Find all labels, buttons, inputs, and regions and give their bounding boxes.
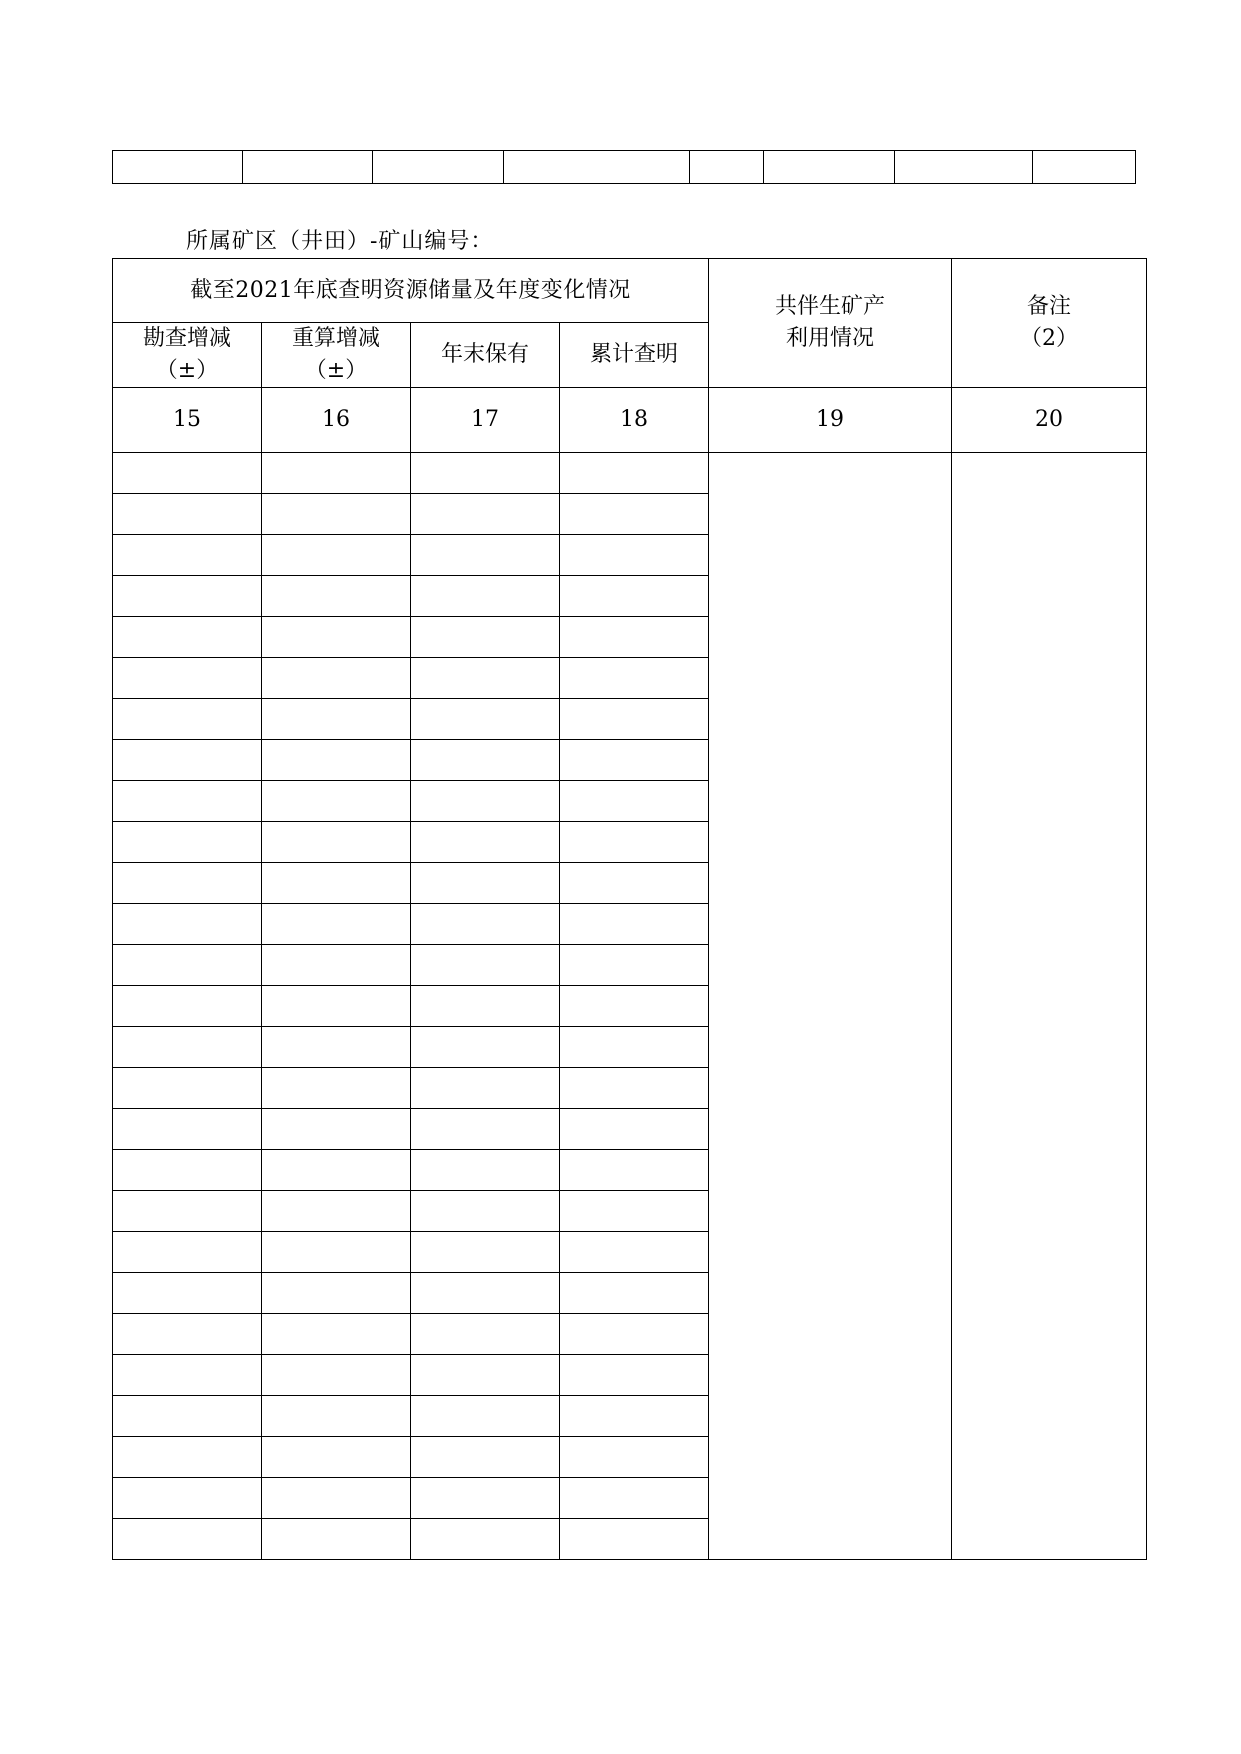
table-cell[interactable]	[411, 1068, 560, 1109]
top-strip-cell[interactable]	[504, 151, 690, 184]
table-cell[interactable]	[411, 1232, 560, 1273]
top-strip-row	[113, 151, 1136, 184]
table-cell[interactable]	[262, 1232, 411, 1273]
table-cell[interactable]	[113, 1191, 262, 1232]
table-cell[interactable]	[411, 1396, 560, 1437]
table-cell[interactable]	[113, 494, 262, 535]
table-cell[interactable]	[560, 781, 709, 822]
table-cell[interactable]	[560, 576, 709, 617]
table-cell[interactable]	[113, 986, 262, 1027]
table-cell[interactable]	[411, 1109, 560, 1150]
table-cell[interactable]	[113, 1478, 262, 1519]
table-cell[interactable]	[113, 781, 262, 822]
column-number-row	[113, 388, 1147, 453]
table-cell[interactable]	[560, 453, 709, 494]
table-cell[interactable]	[113, 1355, 262, 1396]
table-cell[interactable]	[411, 494, 560, 535]
table-cell[interactable]	[262, 1273, 411, 1314]
table-cell[interactable]	[560, 1437, 709, 1478]
column-number-cell: 16	[262, 388, 411, 453]
table-cell[interactable]	[560, 699, 709, 740]
table-cell[interactable]	[262, 986, 411, 1027]
table-cell[interactable]	[411, 1355, 560, 1396]
table-cell[interactable]	[113, 945, 262, 986]
table-cell[interactable]	[411, 1478, 560, 1519]
table-cell[interactable]	[262, 945, 411, 986]
table-cell[interactable]	[113, 904, 262, 945]
table-cell[interactable]	[113, 576, 262, 617]
table-cell[interactable]	[262, 1396, 411, 1437]
table-cell[interactable]	[262, 1068, 411, 1109]
table-cell[interactable]	[411, 453, 560, 494]
table-cell[interactable]	[560, 494, 709, 535]
table-cell[interactable]	[560, 658, 709, 699]
table-cell[interactable]	[560, 1068, 709, 1109]
table-cell[interactable]	[560, 945, 709, 986]
table-cell[interactable]	[113, 1027, 262, 1068]
table-cell[interactable]	[113, 453, 262, 494]
table-cell[interactable]	[411, 740, 560, 781]
table-cell[interactable]	[560, 1232, 709, 1273]
header-cell-year-end-retained: 年末保有	[411, 323, 560, 388]
table-cell[interactable]	[560, 1109, 709, 1150]
header-cell-co-minerals	[709, 259, 952, 388]
table-cell[interactable]	[113, 1437, 262, 1478]
table-cell[interactable]	[262, 1150, 411, 1191]
table-cell[interactable]	[262, 1109, 411, 1150]
header-line: （±）	[304, 358, 368, 383]
table-cell[interactable]	[411, 1191, 560, 1232]
table-cell[interactable]	[560, 986, 709, 1027]
table-cell[interactable]	[262, 658, 411, 699]
top-strip-cell[interactable]	[1033, 151, 1136, 184]
table-cell[interactable]	[113, 1396, 262, 1437]
header-cell-recalc-change	[262, 323, 411, 388]
table-cell[interactable]	[262, 1027, 411, 1068]
table-cell[interactable]	[262, 699, 411, 740]
table-cell[interactable]	[411, 945, 560, 986]
table-cell[interactable]	[560, 863, 709, 904]
table-cell[interactable]	[113, 1150, 262, 1191]
header-line: 利用情况	[785, 326, 874, 351]
table-cell[interactable]	[113, 822, 262, 863]
group-header-cell	[113, 259, 709, 323]
table-cell[interactable]	[113, 658, 262, 699]
table-cell[interactable]	[560, 535, 709, 576]
table-cell[interactable]	[113, 1109, 262, 1150]
table-cell[interactable]	[560, 740, 709, 781]
table-cell[interactable]	[411, 986, 560, 1027]
top-strip-cell[interactable]	[113, 151, 243, 184]
top-strip-table	[112, 150, 1136, 184]
table-cell[interactable]	[262, 863, 411, 904]
table-cell[interactable]	[560, 904, 709, 945]
header-line: 共伴生矿产	[774, 294, 885, 319]
table-cell[interactable]	[411, 1150, 560, 1191]
header-cell-remarks	[952, 259, 1147, 388]
table-cell[interactable]	[560, 1150, 709, 1191]
table-cell[interactable]	[411, 904, 560, 945]
table-cell[interactable]	[113, 863, 262, 904]
column-number-cell: 18	[560, 388, 709, 453]
header-line: （±）	[155, 358, 219, 383]
table-cell[interactable]	[262, 1519, 411, 1560]
table-cell[interactable]	[113, 740, 262, 781]
table-cell[interactable]	[560, 1478, 709, 1519]
header-line: 重算增减	[291, 326, 380, 351]
group-header-title: 截至2021年底查明资源储量及年度变化情况	[190, 277, 631, 303]
table-cell[interactable]	[113, 1068, 262, 1109]
reserves-table	[112, 258, 1147, 1560]
table-cell[interactable]	[411, 863, 560, 904]
table-cell[interactable]	[262, 617, 411, 658]
table-cell[interactable]	[262, 904, 411, 945]
table-cell[interactable]	[411, 1273, 560, 1314]
table-cell[interactable]	[262, 453, 411, 494]
table-cell[interactable]	[113, 1273, 262, 1314]
table-cell[interactable]	[262, 1314, 411, 1355]
header-line: （2）	[1020, 326, 1078, 351]
table-cell[interactable]	[262, 576, 411, 617]
top-strip-cell[interactable]	[373, 151, 504, 184]
table-cell[interactable]	[113, 1314, 262, 1355]
header-cell-cumulative-identified: 累计查明	[560, 323, 709, 388]
top-strip-cell[interactable]	[243, 151, 373, 184]
table-cell[interactable]	[411, 1027, 560, 1068]
table-cell[interactable]	[262, 494, 411, 535]
column-number-cell: 17	[411, 388, 560, 453]
table-cell[interactable]	[262, 781, 411, 822]
table-row	[113, 453, 1147, 494]
table-cell[interactable]	[113, 617, 262, 658]
table-cell[interactable]	[113, 1232, 262, 1273]
table-cell[interactable]	[113, 1519, 262, 1560]
table-cell[interactable]	[560, 1314, 709, 1355]
table-cell[interactable]	[560, 617, 709, 658]
table-cell[interactable]	[560, 1027, 709, 1068]
column-number-cell: 20	[952, 388, 1147, 453]
header-cell-exploration-change	[113, 323, 262, 388]
table-cell[interactable]	[560, 1519, 709, 1560]
table-cell[interactable]	[411, 1437, 560, 1478]
table-cell[interactable]	[560, 822, 709, 863]
table-cell[interactable]	[262, 740, 411, 781]
column-number-cell: 15	[113, 388, 262, 453]
top-strip-cell[interactable]	[764, 151, 895, 184]
header-line: 备注	[1026, 294, 1071, 319]
table-cell[interactable]	[113, 535, 262, 576]
table-cell[interactable]	[262, 1437, 411, 1478]
table-cell[interactable]	[262, 822, 411, 863]
co-minerals-usage-cell[interactable]	[709, 453, 952, 1560]
column-number-cell: 19	[709, 388, 952, 453]
table-cell[interactable]	[411, 617, 560, 658]
top-strip-cell[interactable]	[690, 151, 764, 184]
table-cell[interactable]	[411, 1314, 560, 1355]
table-cell[interactable]	[411, 658, 560, 699]
header-row-group	[113, 259, 1147, 323]
table-cell[interactable]	[113, 699, 262, 740]
table-cell[interactable]	[262, 1478, 411, 1519]
table-cell[interactable]	[262, 535, 411, 576]
table-cell[interactable]	[560, 1396, 709, 1437]
table-cell[interactable]	[411, 576, 560, 617]
table-cell[interactable]	[411, 822, 560, 863]
table-cell[interactable]	[411, 1519, 560, 1560]
table-cell[interactable]	[411, 781, 560, 822]
header-line: 勘查增减	[142, 326, 231, 351]
table-cell[interactable]	[262, 1191, 411, 1232]
table-cell[interactable]	[560, 1273, 709, 1314]
table-cell[interactable]	[411, 699, 560, 740]
table-cell[interactable]	[262, 1355, 411, 1396]
table-cell[interactable]	[411, 535, 560, 576]
top-strip-cell[interactable]	[895, 151, 1033, 184]
remarks-cell[interactable]	[952, 453, 1147, 1560]
mine-area-caption: 所属矿区（井田）-矿山编号：	[186, 229, 494, 254]
table-cell[interactable]	[560, 1355, 709, 1396]
table-cell[interactable]	[560, 1191, 709, 1232]
